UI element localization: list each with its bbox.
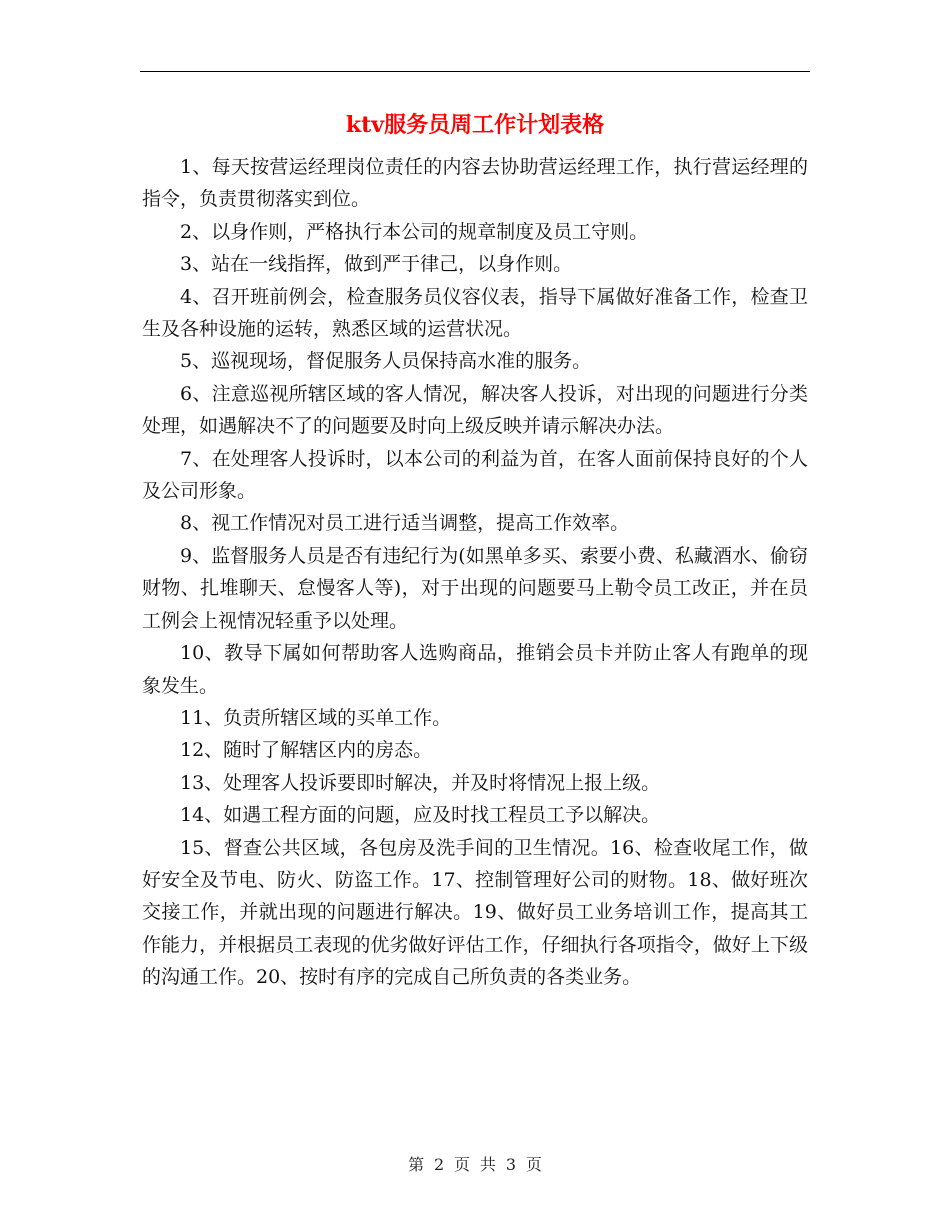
paragraph-5: 5、巡视现场，督促服务人员保持高水准的服务。 (180, 350, 592, 373)
document-body (142, 151, 808, 994)
paragraph-9: 9、监督服务人员是否有违纪行为(如黑单多买、索要小费、私藏酒水、偷窃财物、扎堆聊天、怠慢客人等)，对于出现的问题要马上勒令员工改正，并在员工例会上视情况轻重予以处理。 (142, 544, 808, 632)
paragraph-6: 6、注意巡视所辖区域的客人情况，解决客人投诉，对出现的问题进行分类处理，如遇解决不了的问题要及时向上级反映并请示解决办法。 (142, 382, 808, 438)
paragraph-8: 8、视工作情况对员工进行适当调整，提高工作效率。 (180, 512, 630, 535)
header-rule (140, 71, 810, 72)
paragraph-10: 10、教导下属如何帮助客人选购商品，推销会员卡并防止客人有跑单的现象发生。 (142, 642, 808, 697)
paragraph-7: 7、在处理客人投诉时，以本公司的利益为首，在客人面前保持良好的个人及公司形象。 (142, 447, 808, 503)
paragraph-3: 3、站在一线指挥，做到严于律己，以身作则。 (180, 253, 573, 276)
paragraph-12: 12、随时了解辖区内的房态。 (180, 739, 433, 762)
paragraph-14: 14、如遇工程方面的问题，应及时找工程员工予以解决。 (180, 804, 661, 827)
document-title: ktv服务员周工作计划表格 (345, 112, 605, 138)
paragraph-11: 11、负责所辖区域的买单工作。 (180, 706, 452, 729)
paragraph-13: 13、处理客人投诉要即时解决，并及时将情况上报上级。 (180, 771, 661, 794)
paragraph-2: 2、以身作则，严格执行本公司的规章制度及员工守则。 (180, 220, 649, 243)
paragraph-4: 4、召开班前例会，检查服务员仪容仪表，指导下属做好准备工作，检查卫生及各种设施的运转，熟悉区域的运营状况。 (142, 285, 808, 341)
paragraph-15: 15、督查公共区域，各包房及洗手间的卫生情况。16、检查收尾工作，做好安全及节电、防火、防盗工作。17、控制管理好公司的财物。18、做好班次交接工作，并就出现的问题进行解决。19、做好员工业务培训工作，提高其工作能力，并根据员工表现的优劣做好评估工作，仔细执行各项指令，做好上下级的沟通工作。20、按时有序的完成自己所负责的各类业务。 (142, 836, 808, 989)
paragraph-1: 1、每天按营运经理岗位责任的内容去协助营运经理工作，执行营运经理的指令，负责贯彻落实到位。 (142, 156, 808, 211)
page-number-footer: 第 2 页 共 3 页 (408, 1155, 542, 1174)
